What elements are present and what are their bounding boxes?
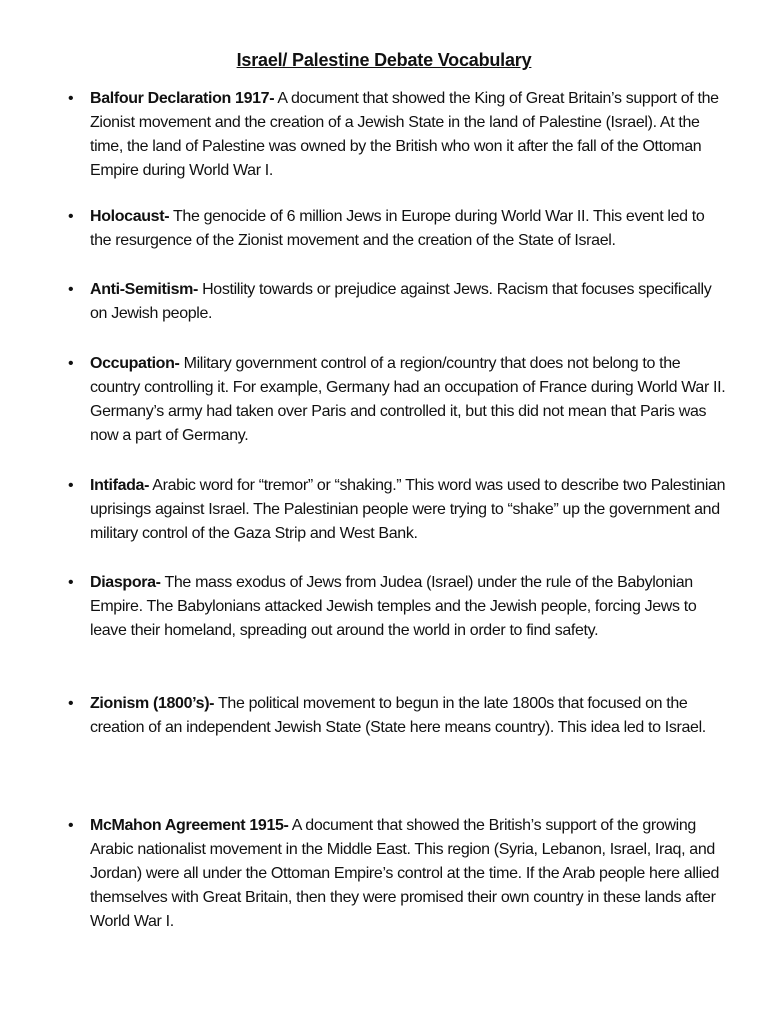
vocab-term: Intifada- [90, 477, 150, 494]
bullet-icon: • [68, 90, 74, 107]
vocab-item-anti-semitism [68, 278, 726, 326]
bullet-icon: • [68, 355, 74, 372]
vocab-definition: A document that showed the King of Great Britain’s support of the Zionist movement and the creation of a Jewish State in the land of Palestine (Israel). At the time, the land of Palestine was owned by the British who won it after the fall of the Ottoman Empire during World War I. [90, 90, 719, 179]
vocab-term: Diaspora- [90, 574, 161, 591]
vocab-item-balfour-declaration [68, 87, 726, 183]
vocab-definition: The genocide of 6 million Jews in Europe during World War II. This event led to the resurgence of the Zionist movement and the creation of the State of Israel. [90, 208, 705, 249]
bullet-icon: • [68, 281, 74, 298]
vocab-item-diaspora [68, 571, 726, 643]
vocab-definition: The mass exodus of Jews from Judea (Israel) under the rule of the Babylonian Empire. The Babylonians attacked Jewish temples and the Jewish people, forcing Jews to leave their homeland, spreading out around the world in order to find safety. [90, 574, 697, 639]
bullet-icon: • [68, 817, 74, 834]
vocab-definition: Military government control of a region/country that does not belong to the country controlling it. For example, Germany had an occupation of France during World War II. Germany’s army had taken over Paris and controlled it, but this did not mean that Paris was now a part of Germany. [90, 355, 726, 444]
vocab-term: Anti-Semitism- [90, 281, 198, 298]
page-title: Israel/ Palestine Debate Vocabulary [236, 50, 532, 70]
bullet-icon: • [68, 574, 74, 591]
vocab-definition: Hostility towards or prejudice against Jews. Racism that focuses specifically on Jewish people. [90, 281, 712, 322]
vocab-term: Balfour Declaration 1917- [90, 90, 275, 107]
bullet-icon: • [68, 208, 74, 225]
vocab-term: Holocaust- [90, 208, 170, 225]
bullet-icon: • [68, 477, 74, 494]
vocab-item-mcmahon-agreement [68, 814, 726, 934]
vocab-definition: The political movement to begun in the late 1800s that focused on the creation of an independent Jewish State (State here means country). This idea led to Israel. [90, 695, 706, 736]
bullet-icon: • [68, 695, 74, 712]
vocab-item-intifada [68, 474, 726, 546]
vocab-definition: Arabic word for “tremor” or “shaking.” This word was used to describe two Palestinian uprisings against Israel. The Palestinian people were trying to “shake” up the government and military control of the Gaza Strip and West Bank. [90, 477, 726, 542]
vocab-definition: A document that showed the British’s support of the growing Arabic nationalist movement in the Middle East. This region (Syria, Lebanon, Israel, Iraq, and Jordan) were all under the Ottoman Empire’s control at the time. If the Arab people here allied themselves with Great Britain, then they were promised their own country in these lands after World War I. [90, 817, 720, 930]
vocab-item-holocaust [68, 205, 726, 253]
vocab-term: Zionism (1800’s)- [90, 695, 215, 712]
vocab-term: McMahon Agreement 1915- [90, 817, 289, 834]
vocab-term: Occupation- [90, 355, 180, 372]
vocab-item-zionism [68, 692, 726, 740]
vocab-item-occupation [68, 352, 726, 448]
